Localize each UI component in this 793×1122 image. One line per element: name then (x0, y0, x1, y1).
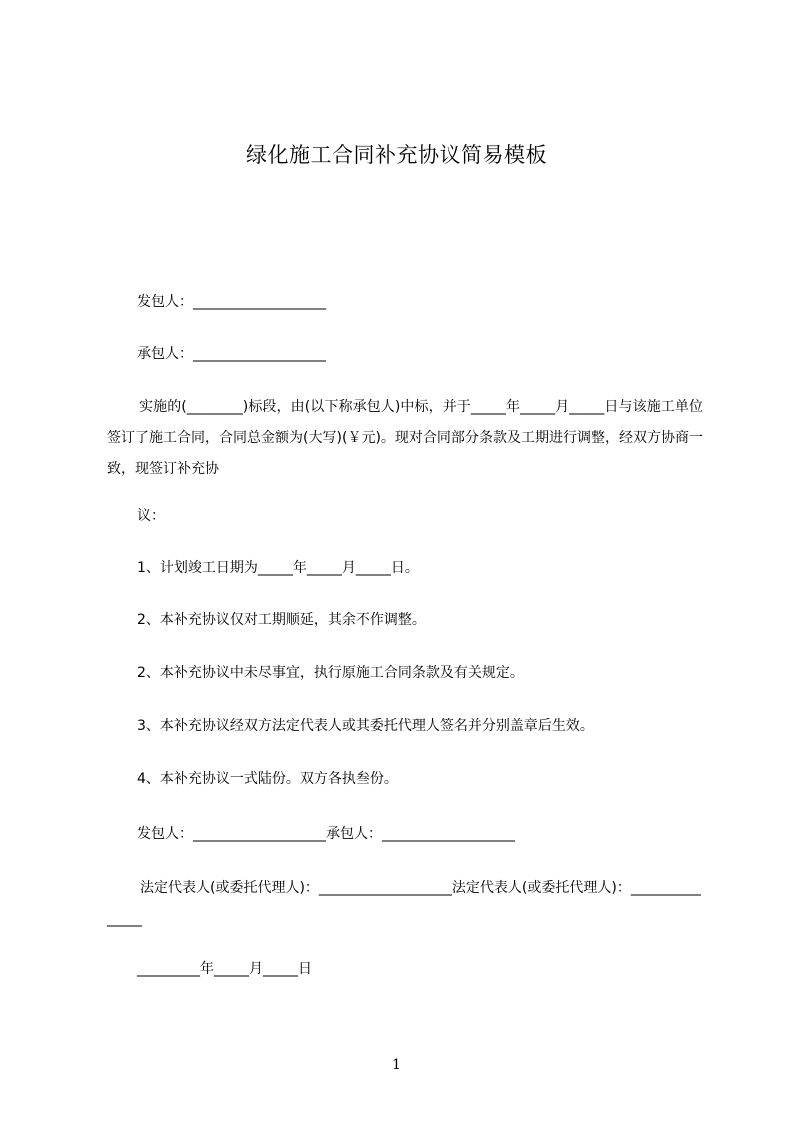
contractor-line: 承包人：___________________ (137, 346, 326, 362)
clause-2b: 2、本补充协议中未尽事宜，执行原施工合同条款及有关规定。 (137, 665, 524, 681)
intro-continued: 议： (137, 508, 165, 524)
date-line: _________年_____月_____日 (137, 961, 312, 977)
employer-line: 发包人：___________________ (137, 294, 326, 310)
clause-1: 1、计划竣工日期为_____年_____月_____日。 (137, 560, 419, 576)
signature-parties-line: 发包人：___________________承包人：___________________ (137, 826, 515, 842)
legal-representatives-line: 法定代表人(或委托代理人)：___________________法定代表人(或委托代理人)：_______________ (107, 880, 701, 927)
intro-paragraph: 实施的(________)标段，由(以下称承包人)中标，并于_____年_____月_____日与该施工单位签订了施工合同，合同总金额为(大写)(￥元)。现对合同部分条款及工期进行调整，经双方协商一致，现签订补充协 (107, 399, 703, 477)
page-number: 1 (392, 1057, 401, 1073)
clause-2a: 2、本补充协议仅对工期顺延，其余不作调整。 (137, 612, 426, 628)
clause-3: 3、本补充协议经双方法定代表人或其委托代理人签名并分别盖章后生效。 (137, 718, 594, 734)
document-title: 绿化施工合同补充协议简易模板 (246, 143, 547, 167)
clause-4: 4、本补充协议一式陆份。双方各执叁份。 (137, 771, 398, 787)
